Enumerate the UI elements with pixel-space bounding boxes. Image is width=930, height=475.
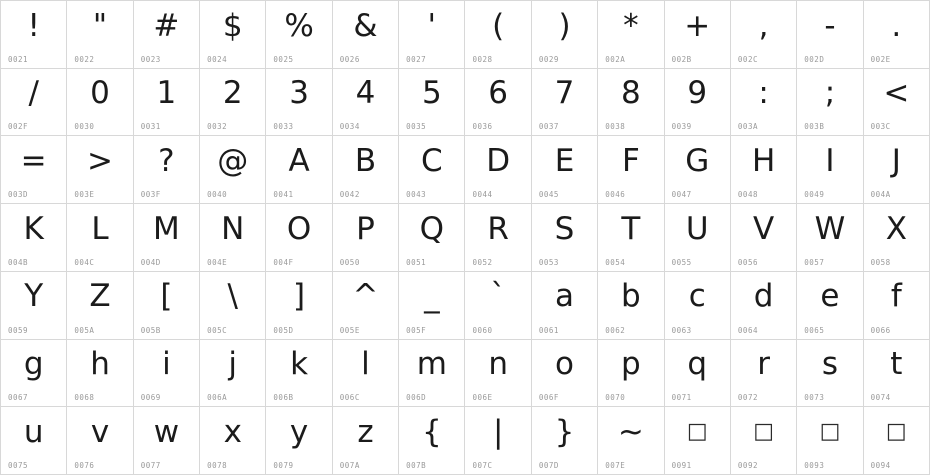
charmap-cell[interactable] xyxy=(665,69,731,137)
glyph-preview: 0 xyxy=(90,75,110,112)
charmap-cell[interactable] xyxy=(598,1,664,69)
glyph-codepoint: 0024 xyxy=(207,54,228,64)
glyph-preview: A xyxy=(288,142,310,179)
charmap-cell[interactable] xyxy=(200,272,266,340)
charmap-cell[interactable] xyxy=(67,272,133,340)
glyph-preview: - xyxy=(824,7,836,44)
charmap-cell[interactable] xyxy=(864,407,930,475)
glyph-preview: ) xyxy=(558,7,571,44)
glyph-codepoint: 003B xyxy=(804,122,825,132)
charmap-cell[interactable] xyxy=(200,1,266,69)
charmap-cell[interactable] xyxy=(399,136,465,204)
charmap-cell[interactable] xyxy=(333,136,399,204)
charmap-cell[interactable] xyxy=(67,340,133,408)
charmap-cell[interactable] xyxy=(532,407,598,475)
glyph-codepoint: 0077 xyxy=(140,461,161,470)
glyph-codepoint: 003F xyxy=(140,190,161,200)
glyph-preview: % xyxy=(284,7,314,44)
glyph-preview: m xyxy=(416,346,447,383)
glyph-codepoint: 006C xyxy=(339,393,360,403)
glyph-preview: O xyxy=(286,210,312,247)
glyph-codepoint: 0052 xyxy=(472,257,493,267)
glyph-preview: S xyxy=(554,210,575,247)
charmap-cell[interactable] xyxy=(797,204,863,272)
charmap-cell[interactable] xyxy=(1,136,67,204)
glyph-preview: p xyxy=(621,346,641,383)
charmap-cell[interactable] xyxy=(67,204,133,272)
glyph-codepoint: 003E xyxy=(74,190,95,200)
glyph-preview: Y xyxy=(24,278,44,315)
glyph-preview: ' xyxy=(427,7,437,44)
glyph-preview: ; xyxy=(824,75,836,112)
glyph-codepoint: 0071 xyxy=(671,393,692,403)
glyph-codepoint: 002F xyxy=(8,122,29,132)
charmap-cell[interactable] xyxy=(200,69,266,137)
glyph-preview: & xyxy=(353,7,378,44)
charmap-cell[interactable] xyxy=(1,407,67,475)
glyph-codepoint: 004E xyxy=(207,257,228,267)
charmap-cell[interactable] xyxy=(532,136,598,204)
charmap-cell[interactable] xyxy=(399,407,465,475)
charmap-cell[interactable] xyxy=(665,1,731,69)
glyph-codepoint: 003A xyxy=(737,122,758,132)
glyph-preview: J xyxy=(891,142,901,179)
glyph-codepoint: 0042 xyxy=(339,190,360,200)
glyph-codepoint: 0057 xyxy=(804,257,825,267)
glyph-preview: □ xyxy=(753,419,774,445)
glyph-preview: 8 xyxy=(621,75,641,112)
glyph-preview: L xyxy=(91,210,109,247)
glyph-codepoint: 007A xyxy=(339,461,360,470)
charmap-cell[interactable] xyxy=(1,272,67,340)
glyph-codepoint: 004A xyxy=(870,190,891,200)
charmap-cell[interactable] xyxy=(598,136,664,204)
glyph-codepoint: 0043 xyxy=(406,190,427,200)
glyph-codepoint: 0054 xyxy=(605,257,626,267)
glyph-preview: / xyxy=(28,75,39,112)
charmap-cell[interactable] xyxy=(333,1,399,69)
charmap-cell[interactable] xyxy=(200,340,266,408)
charmap-cell[interactable] xyxy=(532,272,598,340)
glyph-codepoint: 005A xyxy=(74,325,95,335)
glyph-codepoint: 0068 xyxy=(74,393,95,403)
glyph-codepoint: 005C xyxy=(207,325,228,335)
charmap-cell[interactable] xyxy=(864,136,930,204)
charmap-cell[interactable] xyxy=(465,69,531,137)
glyph-codepoint: 0026 xyxy=(339,54,360,64)
glyph-preview: s xyxy=(821,346,839,383)
glyph-preview: r xyxy=(757,346,770,383)
glyph-preview: K xyxy=(23,210,44,247)
glyph-preview: X xyxy=(885,210,907,247)
glyph-preview: f xyxy=(890,278,902,315)
glyph-codepoint: 0041 xyxy=(273,190,294,200)
glyph-preview: g xyxy=(23,346,44,383)
glyph-codepoint: 0028 xyxy=(472,54,493,64)
glyph-preview: b xyxy=(621,278,641,315)
glyph-preview: v xyxy=(90,413,110,450)
glyph-codepoint: 0037 xyxy=(538,122,559,132)
glyph-preview: P xyxy=(356,210,375,247)
glyph-preview: | xyxy=(492,413,504,450)
charmap-cell[interactable] xyxy=(266,136,332,204)
glyph-codepoint: 002A xyxy=(605,54,626,64)
charmap-cell[interactable] xyxy=(731,407,797,475)
glyph-codepoint: 006E xyxy=(472,393,493,403)
glyph-codepoint: 0035 xyxy=(406,122,427,132)
glyph-codepoint: 004B xyxy=(8,257,29,267)
charmap-cell[interactable] xyxy=(864,272,930,340)
charmap-cell[interactable] xyxy=(134,204,200,272)
glyph-codepoint: 0092 xyxy=(737,461,758,470)
charmap-cell[interactable] xyxy=(797,1,863,69)
glyph-codepoint: 002C xyxy=(737,54,758,64)
glyph-codepoint: 0094 xyxy=(870,461,891,470)
glyph-codepoint: 0064 xyxy=(737,325,758,335)
glyph-codepoint: 0039 xyxy=(671,122,692,132)
glyph-preview: 7 xyxy=(554,75,575,112)
charmap-cell[interactable] xyxy=(665,204,731,272)
glyph-codepoint: 0040 xyxy=(207,190,228,200)
glyph-codepoint: 003C xyxy=(870,122,891,132)
charmap-cell[interactable] xyxy=(665,340,731,408)
glyph-preview: ] xyxy=(293,278,306,315)
glyph-codepoint: 0029 xyxy=(538,54,559,64)
glyph-codepoint: 0091 xyxy=(671,461,692,470)
glyph-preview: * xyxy=(623,7,639,44)
charmap-cell[interactable] xyxy=(266,69,332,137)
glyph-preview: 9 xyxy=(687,75,708,112)
glyph-preview: x xyxy=(223,413,242,450)
charmap-cell[interactable] xyxy=(333,69,399,137)
glyph-preview: \ xyxy=(227,278,238,315)
charmap-cell[interactable] xyxy=(465,340,531,408)
glyph-preview: , xyxy=(758,7,769,44)
glyph-codepoint: 0049 xyxy=(804,190,825,200)
glyph-preview: a xyxy=(555,278,575,315)
glyph-codepoint: 0062 xyxy=(605,325,626,335)
charmap-cell[interactable] xyxy=(266,1,332,69)
glyph-codepoint: 006D xyxy=(406,393,427,403)
glyph-codepoint: 0023 xyxy=(140,54,161,64)
glyph-codepoint: 0022 xyxy=(74,54,95,64)
charmap-cell[interactable] xyxy=(532,69,598,137)
glyph-preview: F xyxy=(621,142,640,179)
glyph-preview: □ xyxy=(819,419,841,445)
glyph-codepoint: 0033 xyxy=(273,122,294,132)
charmap-cell[interactable] xyxy=(864,1,930,69)
glyph-preview: l xyxy=(361,346,370,383)
charmap-cell[interactable] xyxy=(731,1,797,69)
charmap-cell[interactable] xyxy=(797,136,863,204)
charmap-cell[interactable] xyxy=(598,407,664,475)
charmap-cell[interactable] xyxy=(532,1,598,69)
glyph-codepoint: 0030 xyxy=(74,122,95,132)
glyph-codepoint: 003D xyxy=(8,190,29,200)
charmap-cell[interactable] xyxy=(399,340,465,408)
glyph-codepoint: 0093 xyxy=(804,461,825,470)
glyph-codepoint: 007C xyxy=(472,461,493,470)
charmap-cell[interactable] xyxy=(532,340,598,408)
glyph-codepoint: 0050 xyxy=(339,257,360,267)
glyph-codepoint: 005F xyxy=(406,325,427,335)
glyph-codepoint: 004F xyxy=(273,257,294,267)
glyph-preview: M xyxy=(153,210,180,247)
charmap-cell[interactable] xyxy=(134,136,200,204)
glyph-codepoint: 0070 xyxy=(605,393,626,403)
charmap-cell[interactable] xyxy=(399,1,465,69)
glyph-preview: [ xyxy=(160,278,173,315)
glyph-preview: ` xyxy=(490,278,506,315)
glyph-preview: G xyxy=(685,142,710,179)
glyph-codepoint: 006B xyxy=(273,393,294,403)
glyph-codepoint: 0079 xyxy=(273,461,294,470)
glyph-codepoint: 0063 xyxy=(671,325,692,335)
glyph-preview: z xyxy=(357,413,374,450)
glyph-codepoint: 005D xyxy=(273,325,294,335)
glyph-codepoint: 006A xyxy=(207,393,228,403)
glyph-preview: U xyxy=(685,210,709,247)
glyph-preview: + xyxy=(684,7,711,44)
glyph-preview: W xyxy=(814,210,846,247)
glyph-preview: 4 xyxy=(355,75,376,112)
charmap-cell[interactable] xyxy=(465,407,531,475)
glyph-codepoint: 007B xyxy=(406,461,427,470)
glyph-preview: h xyxy=(90,346,110,383)
glyph-preview: 5 xyxy=(421,75,442,112)
glyph-preview: d xyxy=(753,278,774,315)
glyph-preview: q xyxy=(687,346,708,383)
charmap-cell[interactable] xyxy=(1,69,67,137)
glyph-preview: " xyxy=(92,7,108,44)
glyph-codepoint: 0048 xyxy=(737,190,758,200)
glyph-preview: w xyxy=(153,413,180,450)
glyph-preview: : xyxy=(758,75,769,112)
charmap-cell[interactable] xyxy=(67,136,133,204)
charmap-cell[interactable] xyxy=(532,204,598,272)
glyph-codepoint: 005E xyxy=(339,325,360,335)
charmap-cell[interactable] xyxy=(864,340,930,408)
charmap-cell[interactable] xyxy=(731,204,797,272)
glyph-preview: c xyxy=(688,278,706,315)
glyph-preview: E xyxy=(554,142,575,179)
charmap-cell[interactable] xyxy=(200,204,266,272)
charmap-cell[interactable] xyxy=(333,407,399,475)
glyph-codepoint: 0055 xyxy=(671,257,692,267)
glyph-preview: { xyxy=(421,413,442,450)
charmap-cell[interactable] xyxy=(665,272,731,340)
charmap-cell[interactable] xyxy=(1,204,67,272)
charmap-cell[interactable] xyxy=(731,340,797,408)
glyph-preview: N xyxy=(221,210,245,247)
glyph-codepoint: 0069 xyxy=(140,393,161,403)
glyph-preview: t xyxy=(890,346,903,383)
glyph-codepoint: 0073 xyxy=(804,393,825,403)
glyph-preview: k xyxy=(290,346,309,383)
charmap-cell[interactable] xyxy=(598,340,664,408)
glyph-preview: Q xyxy=(419,210,445,247)
charmap-cell[interactable] xyxy=(333,204,399,272)
glyph-codepoint: 006F xyxy=(538,393,559,403)
glyph-preview: u xyxy=(23,413,44,450)
glyph-preview: ~ xyxy=(617,413,644,450)
glyph-preview: > xyxy=(87,142,114,179)
glyph-codepoint: 0078 xyxy=(207,461,228,470)
charmap-cell[interactable] xyxy=(465,1,531,69)
glyph-codepoint: 002B xyxy=(671,54,692,64)
glyph-codepoint: 0038 xyxy=(605,122,626,132)
glyph-preview: V xyxy=(752,210,775,247)
glyph-codepoint: 0047 xyxy=(671,190,692,200)
glyph-codepoint: 0067 xyxy=(8,393,29,403)
glyph-codepoint: 0066 xyxy=(870,325,891,335)
glyph-codepoint: 004D xyxy=(140,257,161,267)
glyph-codepoint: 002E xyxy=(870,54,891,64)
glyph-preview: ? xyxy=(158,142,175,179)
glyph-codepoint: 0076 xyxy=(74,461,95,470)
glyph-preview: o xyxy=(555,346,574,383)
glyph-preview: □ xyxy=(686,419,708,445)
glyph-codepoint: 0075 xyxy=(8,461,29,470)
glyph-codepoint: 0034 xyxy=(339,122,360,132)
charmap-cell[interactable] xyxy=(731,136,797,204)
charmap-cell[interactable] xyxy=(797,272,863,340)
glyph-preview: _ xyxy=(424,278,440,315)
charmap-cell[interactable] xyxy=(399,272,465,340)
glyph-codepoint: 002D xyxy=(804,54,825,64)
glyph-preview: = xyxy=(20,142,47,179)
charmap-cell[interactable] xyxy=(200,136,266,204)
glyph-preview: H xyxy=(751,142,776,179)
charmap-cell[interactable] xyxy=(731,69,797,137)
glyph-codepoint: 0061 xyxy=(538,325,559,335)
glyph-preview: y xyxy=(289,413,309,450)
charmap-cell[interactable] xyxy=(134,1,200,69)
charmap-cell[interactable] xyxy=(665,407,731,475)
glyph-preview: ^ xyxy=(352,278,379,315)
glyph-codepoint: 0021 xyxy=(8,54,29,64)
glyph-preview: 2 xyxy=(222,75,243,112)
charmap-cell[interactable] xyxy=(598,204,664,272)
charmap-cell[interactable] xyxy=(200,407,266,475)
glyph-preview: R xyxy=(487,210,509,247)
glyph-preview: } xyxy=(554,413,575,450)
charmap-cell[interactable] xyxy=(1,1,67,69)
charmap-cell[interactable] xyxy=(465,204,531,272)
charmap-cell[interactable] xyxy=(665,136,731,204)
glyph-preview: j xyxy=(228,346,238,383)
glyph-preview: I xyxy=(825,142,835,179)
charmap-cell[interactable] xyxy=(134,272,200,340)
charmap-cell[interactable] xyxy=(399,204,465,272)
charmap-cell[interactable] xyxy=(864,69,930,137)
glyph-codepoint: 0044 xyxy=(472,190,493,200)
glyph-codepoint: 0027 xyxy=(406,54,427,64)
glyph-codepoint: 007E xyxy=(605,461,626,470)
charmap-cell[interactable] xyxy=(134,69,200,137)
charmap-cell[interactable] xyxy=(465,136,531,204)
glyph-codepoint: 0045 xyxy=(538,190,559,200)
glyph-preview: □ xyxy=(885,419,907,445)
glyph-codepoint: 0051 xyxy=(406,257,427,267)
charmap-cell[interactable] xyxy=(333,340,399,408)
glyph-preview: 1 xyxy=(156,75,177,112)
charmap-cell[interactable] xyxy=(797,69,863,137)
charmap-cell[interactable] xyxy=(67,69,133,137)
glyph-preview: @ xyxy=(217,142,249,179)
charmap-cell[interactable] xyxy=(67,407,133,475)
glyph-codepoint: 0056 xyxy=(737,257,758,267)
glyph-preview: e xyxy=(820,278,840,315)
glyph-preview: Z xyxy=(89,278,111,315)
charmap-cell[interactable] xyxy=(399,69,465,137)
glyph-preview: 6 xyxy=(488,75,509,112)
charmap-cell[interactable] xyxy=(864,204,930,272)
glyph-codepoint: 0046 xyxy=(605,190,626,200)
glyph-preview: < xyxy=(883,75,910,112)
charmap-cell[interactable] xyxy=(266,340,332,408)
glyph-codepoint: 0036 xyxy=(472,122,493,132)
charmap-cell[interactable] xyxy=(598,69,664,137)
glyph-preview: T xyxy=(621,210,641,247)
glyph-preview: $ xyxy=(222,7,243,44)
charmap-cell[interactable] xyxy=(134,340,200,408)
charmap-cell[interactable] xyxy=(598,272,664,340)
glyph-codepoint: 0060 xyxy=(472,325,493,335)
charmap-cell[interactable] xyxy=(266,407,332,475)
glyph-preview: C xyxy=(420,142,443,179)
glyph-codepoint: 0065 xyxy=(804,325,825,335)
glyph-preview: . xyxy=(891,7,902,44)
glyph-codepoint: 0031 xyxy=(140,122,161,132)
glyph-preview: D xyxy=(486,142,511,179)
charmap-cell[interactable] xyxy=(797,407,863,475)
glyph-codepoint: 007D xyxy=(538,461,559,470)
charmap-cell[interactable] xyxy=(333,272,399,340)
charmap-cell[interactable] xyxy=(266,204,332,272)
glyph-codepoint: 0074 xyxy=(870,393,891,403)
glyph-preview: # xyxy=(153,7,180,44)
glyph-codepoint: 005B xyxy=(140,325,161,335)
charmap-cell[interactable] xyxy=(1,340,67,408)
glyph-preview: 3 xyxy=(289,75,309,112)
glyph-codepoint: 0058 xyxy=(870,257,891,267)
glyph-codepoint: 0032 xyxy=(207,122,228,132)
glyph-preview: ( xyxy=(492,7,505,44)
charmap-cell[interactable] xyxy=(731,272,797,340)
glyph-preview: B xyxy=(354,142,377,179)
charmap-cell[interactable] xyxy=(797,340,863,408)
charmap-cell[interactable] xyxy=(67,1,133,69)
glyph-preview: i xyxy=(162,346,171,383)
charmap-cell[interactable] xyxy=(266,272,332,340)
glyph-codepoint: 0025 xyxy=(273,54,294,64)
glyph-codepoint: 0059 xyxy=(8,325,29,335)
glyph-codepoint: 0072 xyxy=(737,393,758,403)
charmap-cell[interactable] xyxy=(465,272,531,340)
glyph-codepoint: 0053 xyxy=(538,257,559,267)
glyph-preview: ! xyxy=(27,7,40,44)
glyph-codepoint: 004C xyxy=(74,257,95,267)
glyph-preview: n xyxy=(488,346,508,383)
charmap-cell[interactable] xyxy=(134,407,200,475)
